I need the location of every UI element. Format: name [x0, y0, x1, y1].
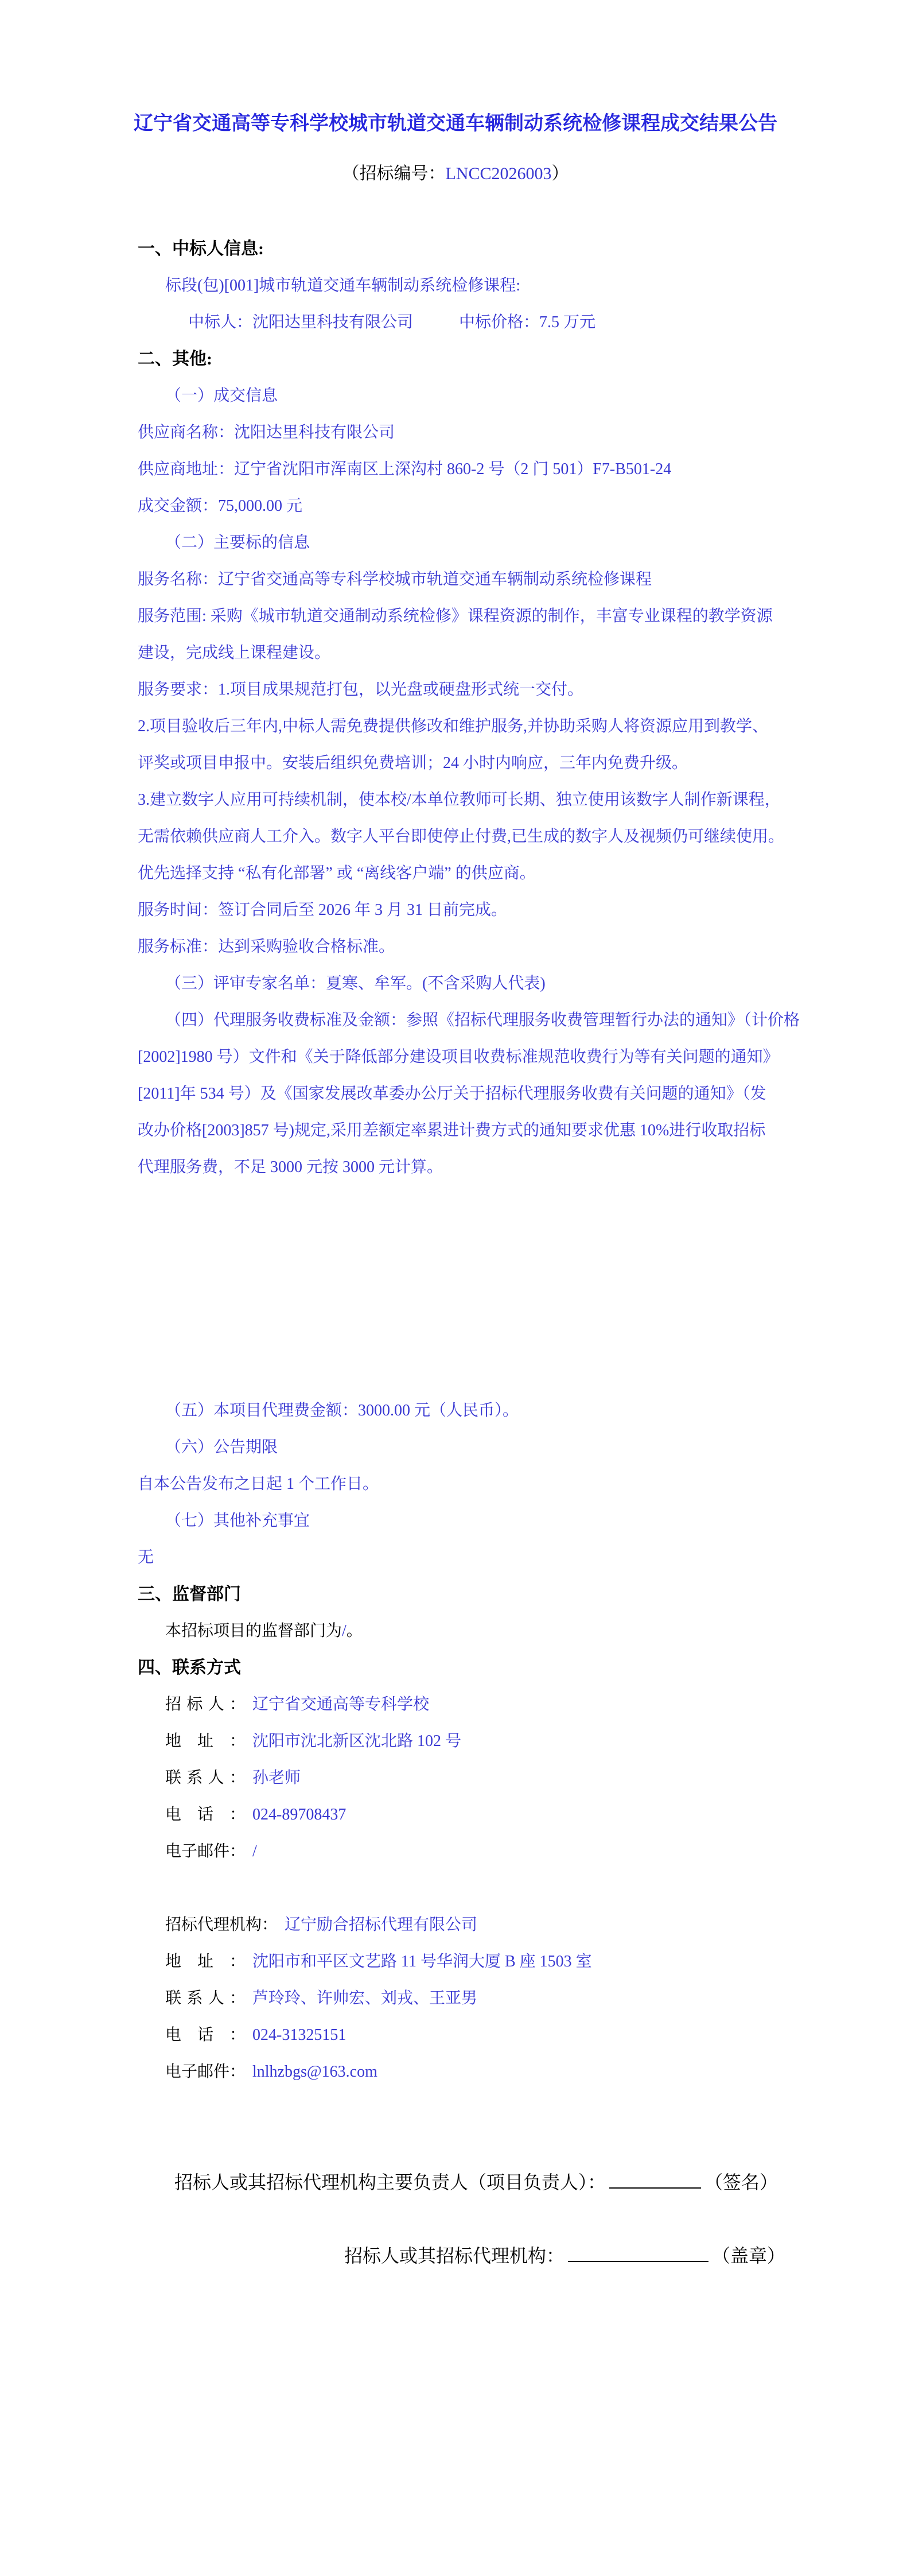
stamp-text: 招标人或其招标代理机构： [344, 2245, 565, 2266]
field-value: 沈阳市沈北新区沈北路 102 号 [252, 1732, 462, 1750]
field-value: / [252, 1842, 257, 1860]
spacer [0, 2090, 911, 2164]
service-standard-line: 服务标准：达到采购验收合格标准。 [138, 938, 395, 956]
sub4-fee-line-3: [2011]年 534 号）及《国家发展改革委办公厅关于招标代理服务收费有关问题的通知》（发 [138, 1085, 766, 1103]
stamp-suffix: （盖章） [712, 2245, 786, 2266]
field-label: 电子邮件： [165, 2063, 246, 2081]
field-label: 联系人： [165, 1989, 246, 2007]
agency-email-row [165, 2054, 911, 2090]
sub4-fee-line-4: 改办价格[2003]857 号)规定,采用差额定率累进计费方式的通知要求优惠 10%进行收取招标 [138, 1122, 766, 1139]
field-label: 地址： [165, 1732, 246, 1750]
section-3-heading: 三、监督部门 [138, 1585, 241, 1604]
signature-text: 招标人或其招标代理机构主要负责人（项目负责人）： [174, 2172, 606, 2193]
section-4-heading: 四、联系方式 [138, 1658, 241, 1677]
field-value: 辽宁励合招标代理有限公司 [285, 1916, 478, 1934]
spacer [0, 2201, 911, 2237]
stamp-blank [568, 2243, 708, 2262]
signature-blank [609, 2169, 701, 2189]
service-requirement-line-3: 评奖或项目申报中。安装后组织免费培训；24 小时内响应，三年内免费升级。 [138, 754, 688, 772]
supplier-address-line: 供应商地址：辽宁省沈阳市浑南区上深沟村 860-2 号（2 门 501）F7-B501-24 [138, 460, 672, 478]
field-value: 沈阳市和平区文艺路 11 号华润大厦 B 座 1503 室 [252, 1953, 592, 1970]
signature-suffix: （签名） [704, 2172, 778, 2193]
tender-number-prefix: （招标编号： [342, 164, 446, 183]
service-requirement-line-4: 3.建立数字人应用可持续机制，使本校/本单位教师可长期、独立使用该数字人制作新课程， [138, 791, 781, 809]
stamp-line [344, 2237, 911, 2274]
agency-name-row [165, 1907, 911, 1943]
service-scope-line-1: 服务范围: 采购《城市轨道交通制动系统检修》课程资源的制作，丰富专业课程的教学资源 [138, 607, 773, 625]
sub4-fee-line-2: [2002]1980 号）文件和《关于降低部分建设项目收费标准规范收费行为等有关问题的通知》 [138, 1048, 779, 1066]
service-requirement-line-1: 服务要求：1.项目成果规范打包，以光盘或硬盘形式统一交付。 [138, 681, 584, 699]
sub4-fee-line-1: （四）代理服务收费标准及金额：参照《招标代理服务收费管理暂行办法的通知》（计价格 [165, 1011, 800, 1029]
sub4-fee-line-5: 代理服务费，不足 3000 元按 3000 元计算。 [138, 1158, 443, 1176]
sub1-heading: （一）成交信息 [165, 387, 278, 405]
field-label: 联系人： [165, 1769, 246, 1787]
service-requirement-line-2: 2.项目验收后三年内,中标人需免费提供修改和维护服务,并协助采购人将资源应用到教学、 [138, 717, 769, 735]
field-value: lnlhzbgs@163.com [252, 2063, 377, 2081]
winner-line [188, 304, 911, 341]
sub7-heading: （七）其他补充事宜 [165, 1512, 310, 1530]
page-title: 辽宁省交通高等专科学校城市轨道交通车辆制动系统检修课程成交结果公告 [134, 113, 777, 134]
tenderer-contact-row [165, 1760, 911, 1797]
field-label: 招标代理机构： [165, 1916, 278, 1934]
sub6-body-line: 自本公告发布之日起 1 个工作日。 [138, 1475, 379, 1493]
field-value: 024-89708437 [252, 1806, 347, 1824]
winner-price: 中标价格：7.5 万元 [459, 313, 596, 331]
field-label: 地址： [165, 1953, 246, 1970]
winner-name: 中标人：沈阳达里科技有限公司 [188, 313, 414, 331]
supplier-name-line: 供应商名称：沈阳达里科技有限公司 [138, 424, 395, 441]
sub6-heading: （六）公告期限 [165, 1438, 278, 1456]
tender-number-code: LNCC2026003 [445, 164, 552, 183]
field-label: 电话： [165, 1806, 246, 1824]
service-requirement-line-6: 优先选择支持 “私有化部署” 或 “离线客户端” 的供应商。 [138, 864, 536, 882]
section-2-heading: 二、其他: [138, 350, 212, 368]
supervision-suffix: 。 [346, 1622, 363, 1640]
deal-amount-line: 成交金额：75,000.00 元 [138, 497, 303, 515]
field-value: 芦玲玲、许帅宏、刘戎、王亚男 [252, 1989, 478, 2007]
agency-phone-row [165, 2017, 911, 2054]
agency-contact-row [165, 1980, 911, 2017]
field-label: 招标人： [165, 1696, 246, 1713]
page-break-spacer [0, 1186, 911, 1392]
tender-number-suffix: ） [551, 164, 569, 183]
field-label: 电子邮件： [165, 1842, 246, 1860]
service-requirement-line-5: 无需依赖供应商人工介入。数字人平台即使停止付费,已生成的数字人及视频仍可继续使用。 [138, 828, 785, 845]
supervision-prefix: 本招标项目的监督部门为 [165, 1622, 342, 1640]
service-time-line: 服务时间：签订合同后至 2026 年 3 月 31 日前完成。 [138, 901, 508, 919]
section-1-heading: 一、中标人信息: [138, 239, 264, 258]
sub2-heading: （二）主要标的信息 [165, 534, 310, 552]
supervision-line [165, 1613, 911, 1650]
tenderer-phone-row [165, 1797, 911, 1833]
field-value: 辽宁省交通高等专科学校 [252, 1696, 430, 1713]
sub3-experts-line: （三）评审专家名单：夏寒、牟军。(不含采购人代表) [165, 975, 546, 992]
tenderer-address-row [165, 1723, 911, 1760]
spacer [0, 203, 911, 231]
tender-number-line [0, 145, 911, 203]
bid-package-line: 标段(包)[001]城市轨道交通车辆制动系统检修课程: [165, 277, 521, 294]
field-value: 孙老师 [252, 1769, 301, 1787]
signature-line [174, 2164, 911, 2201]
sub7-body-line: 无 [138, 1549, 154, 1566]
field-value: 024-31325151 [252, 2026, 347, 2044]
spacer [0, 1870, 911, 1907]
agency-address-row [165, 1943, 911, 1980]
tenderer-email-row [165, 1833, 911, 1870]
field-label: 电话： [165, 2026, 246, 2044]
supervision-value: / [342, 1622, 347, 1640]
sub5-agency-fee-line: （五）本项目代理费金额：3000.00 元（人民币）。 [165, 1402, 519, 1419]
service-name-line: 服务名称：辽宁省交通高等专科学校城市轨道交通车辆制动系统检修课程 [138, 571, 652, 588]
service-scope-line-2: 建设，完成线上课程建设。 [138, 644, 331, 662]
tenderer-name-row [165, 1686, 911, 1723]
